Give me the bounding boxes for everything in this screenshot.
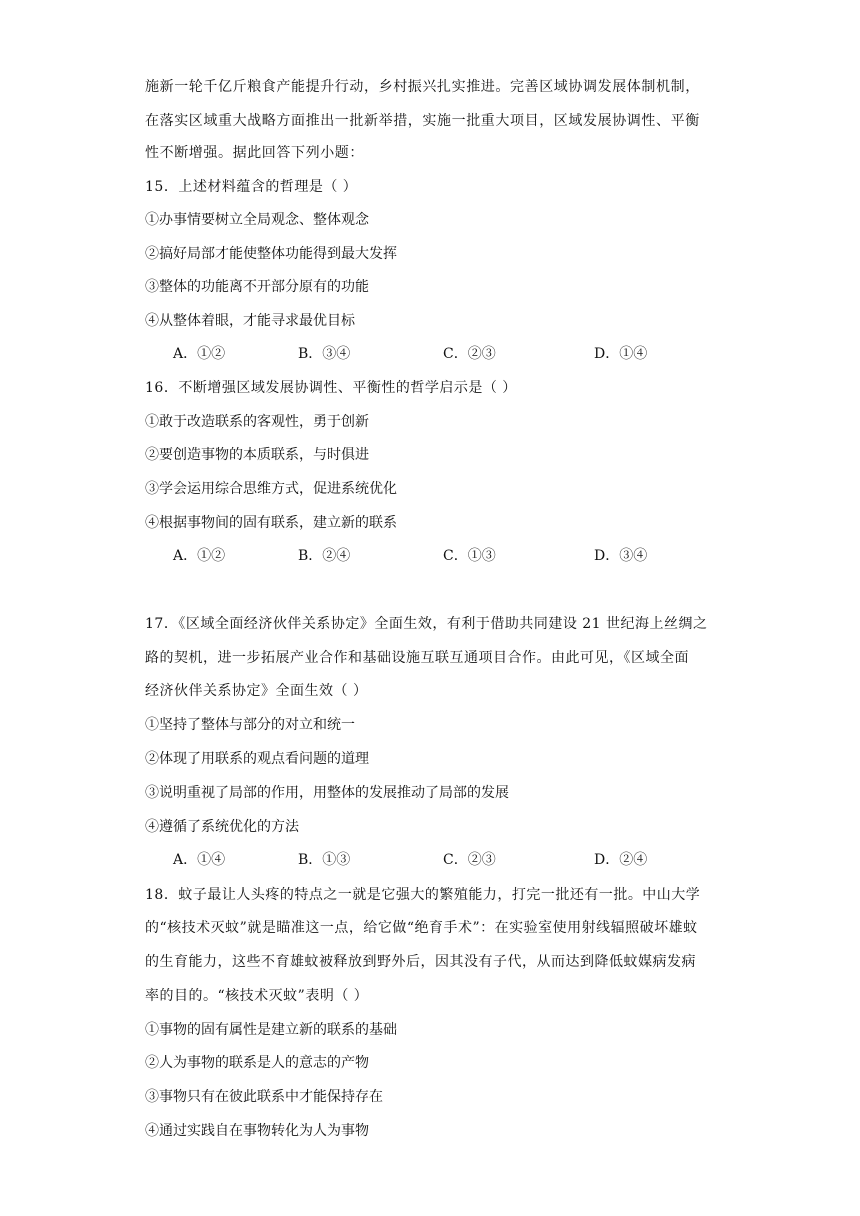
question-17-statement-4: ④遵循了系统优化的方法 xyxy=(145,819,299,835)
question-17-stem: 路的契机，进一步拓展产业合作和基础设施互联互通项目合作。由此可见，《区域全面 xyxy=(145,650,689,666)
question-17-stem: 经济伙伴关系协定》全面生效（ ） xyxy=(145,683,368,699)
option-a[interactable]: A．①② xyxy=(173,346,226,362)
option-c[interactable]: C．①③ xyxy=(443,548,496,564)
intro-line: 施新一轮千亿斤粮食产能提升行动，乡村振兴扎实推进。完善区域协调发展体制机制， xyxy=(145,79,700,95)
question-16-statement-1: ①敢于改造联系的客观性，勇于创新 xyxy=(145,414,369,430)
question-18-statement-2: ②人为事物的联系是人的意志的产物 xyxy=(145,1055,369,1071)
option-b[interactable]: B．②④ xyxy=(298,548,351,564)
option-b[interactable]: B．①③ xyxy=(298,852,351,868)
option-a[interactable]: A．①④ xyxy=(173,852,226,868)
question-17-statement-2: ②体现了用联系的观点看问题的道理 xyxy=(145,751,369,767)
question-17-options xyxy=(173,850,733,870)
intro-line: 性不断增强。据此回答下列小题： xyxy=(145,145,364,161)
question-18-stem: 的生育能力，这些不育雄蚊被释放到野外后，因其没有子代，从而达到降低蚊媒病发病 xyxy=(145,954,696,970)
question-15-statement-3: ③整体的功能离不开部分原有的功能 xyxy=(145,279,369,295)
option-d[interactable]: D．①④ xyxy=(594,346,648,362)
question-17-statement-1: ①坚持了整体与部分的对立和统一 xyxy=(145,717,355,733)
question-16-statement-2: ②要创造事物的本质联系，与时俱进 xyxy=(145,447,369,463)
question-18-statement-4: ④通过实践自在事物转化为人为事物 xyxy=(145,1123,369,1139)
question-16-options xyxy=(173,546,733,566)
question-17-statement-3: ③说明重视了局部的作用，用整体的发展推动了局部的发展 xyxy=(145,785,509,801)
option-b[interactable]: B．③④ xyxy=(298,346,351,362)
intro-line: 在落实区域重大战略方面推出一批新举措，实施一批重大项目，区域发展协调性、平衡 xyxy=(145,113,700,129)
question-15-statement-4: ④从整体着眼，才能寻求最优目标 xyxy=(145,313,355,329)
question-15-statement-2: ②搞好局部才能使整体功能得到最大发挥 xyxy=(145,246,397,262)
question-15-options xyxy=(173,344,733,364)
question-16-statement-3: ③学会运用综合思维方式，促进系统优化 xyxy=(145,481,397,497)
option-c[interactable]: C．②③ xyxy=(443,346,496,362)
question-15-statement-1: ①办事情要树立全局观念、整体观念 xyxy=(145,212,369,228)
question-18-stem: 率的目的。“核技术灭蚊”表明（ ） xyxy=(145,988,369,1004)
question-15-stem: 15．上述材料蕴含的哲理是（ ） xyxy=(145,179,358,195)
option-a[interactable]: A．①② xyxy=(173,548,226,564)
question-18-stem: 的“核技术灭蚊”就是瞄准这一点，给它做“绝育手术”：在实验室使用射线辐照破坏雄蚊 xyxy=(145,920,698,936)
option-c[interactable]: C．②③ xyxy=(443,852,496,868)
question-17-stem: 17．《区域全面经济伙伴关系协定》全面生效，有利于借助共同建设 21 世纪海上丝绸之 xyxy=(145,616,708,632)
question-16-stem: 16．不断增强区域发展协调性、平衡性的哲学启示是（ ） xyxy=(145,380,517,396)
question-18-stem: 18．蚊子最让人头疼的特点之一就是它强大的繁殖能力，打完一批还有一批。中山大学 xyxy=(145,887,701,903)
option-d[interactable]: D．②④ xyxy=(594,852,648,868)
question-18-statement-3: ③事物只有在彼此联系中才能保持存在 xyxy=(145,1089,383,1105)
option-d[interactable]: D．③④ xyxy=(594,548,648,564)
question-18-statement-1: ①事物的固有属性是建立新的联系的基础 xyxy=(145,1022,397,1038)
question-16-statement-4: ④根据事物间的固有联系，建立新的联系 xyxy=(145,515,397,531)
